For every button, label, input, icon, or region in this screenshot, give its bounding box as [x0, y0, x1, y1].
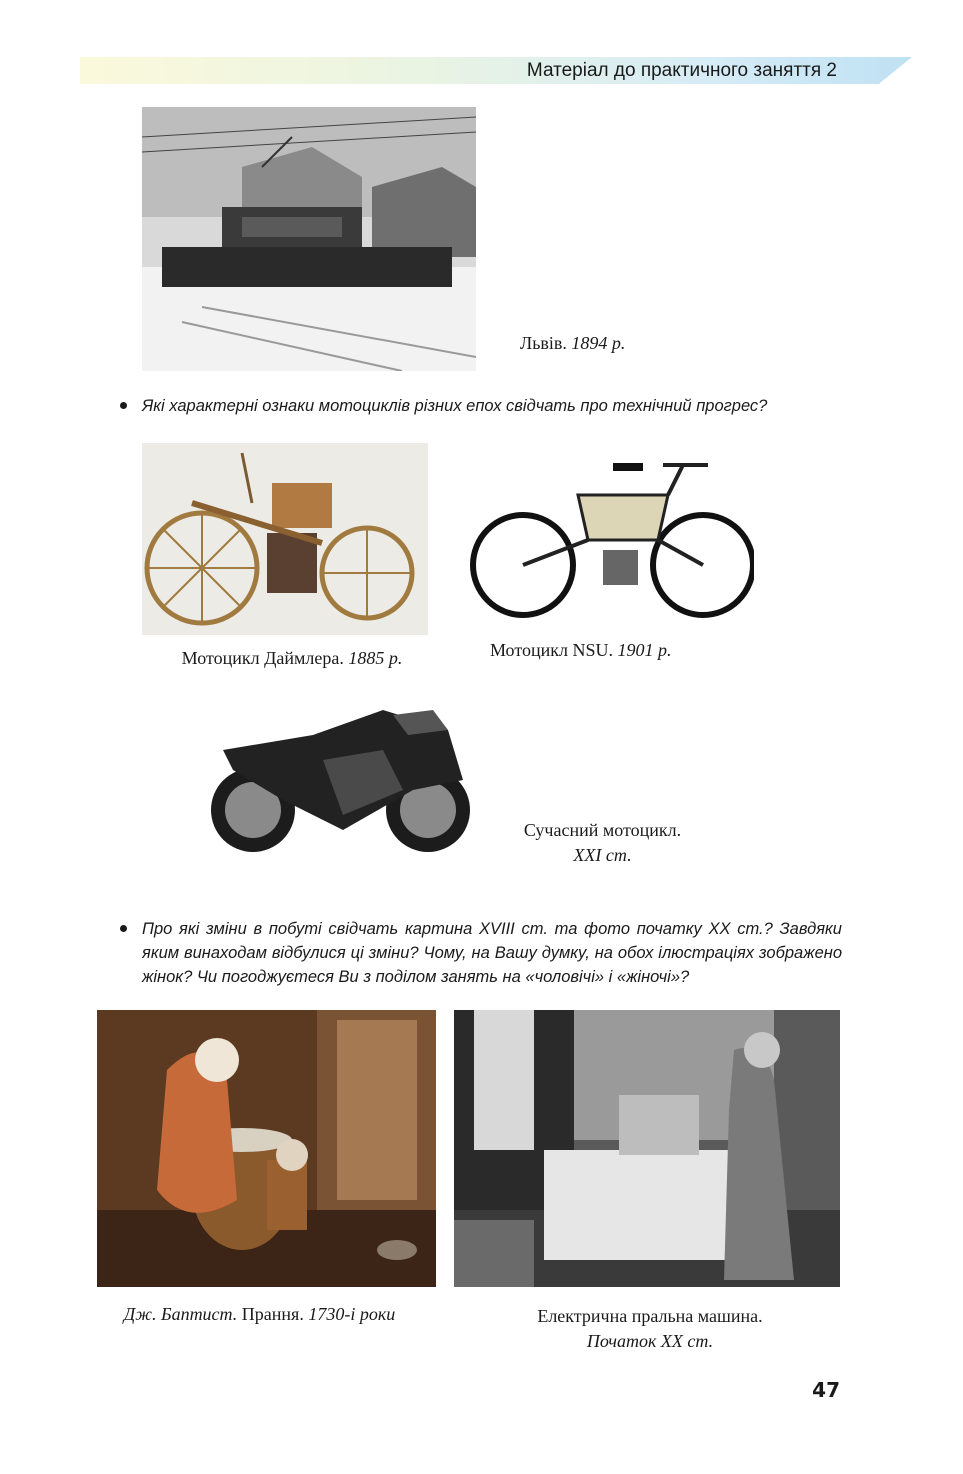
painting-caption-title: Прання. — [241, 1304, 309, 1324]
daimler-caption-name: Мотоцикл Даймлера. — [181, 648, 349, 668]
washing-painting — [97, 1010, 436, 1287]
painting-caption-years: 1730-і роки — [308, 1304, 396, 1324]
washer-caption-line2: Початок XX ст. — [586, 1331, 714, 1351]
page-header-title: Матеріал до практичного заняття 2 — [526, 60, 837, 81]
washer-caption — [500, 1304, 800, 1354]
lviv-tram-photo — [142, 107, 476, 371]
daimler-caption — [142, 648, 442, 669]
nsu-caption-name: Мотоцикл NSU. — [490, 640, 618, 660]
daimler-caption-year: 1885 р. — [348, 648, 403, 668]
page-number: 47 — [812, 1378, 840, 1402]
daimler-motorcycle-photo — [142, 443, 428, 635]
modern-caption-line2: XXI ст. — [573, 845, 632, 865]
question-2-bullet — [120, 925, 127, 932]
lviv-caption-year: 1894 р. — [571, 333, 626, 353]
question-1: Які характерні ознаки мотоциклів різних епох свідчать про технічний прогрес? — [142, 397, 768, 415]
painting-caption — [97, 1304, 422, 1325]
lviv-caption-place: Львів. — [520, 333, 572, 353]
question-2: Про які зміни в побуті свідчать картина XVIII ст. та фото початку XX ст.? Завдяки яким винаходам відбулися ці зміни? Чому, на Вашу думку, на обох ілюстраціях зображено жінок? Чи погоджуєтеся Ви з поділом занять на «чоловічі» і «жіночі»? — [142, 920, 842, 986]
nsu-caption-year: 1901 р. — [617, 640, 672, 660]
washer-caption-line1: Електрична пральна машина. — [537, 1306, 763, 1326]
question-1-bullet — [120, 402, 127, 409]
lviv-caption — [520, 333, 625, 354]
washing-machine-photo — [454, 1010, 840, 1287]
modern-motorcycle-photo — [193, 690, 490, 865]
nsu-motorcycle-photo — [468, 455, 754, 630]
painting-caption-author: Дж. Баптист. — [123, 1304, 242, 1324]
modern-caption-line1: Сучасний мотоцикл. — [523, 820, 682, 840]
nsu-caption — [490, 640, 671, 661]
modern-caption — [505, 818, 700, 868]
